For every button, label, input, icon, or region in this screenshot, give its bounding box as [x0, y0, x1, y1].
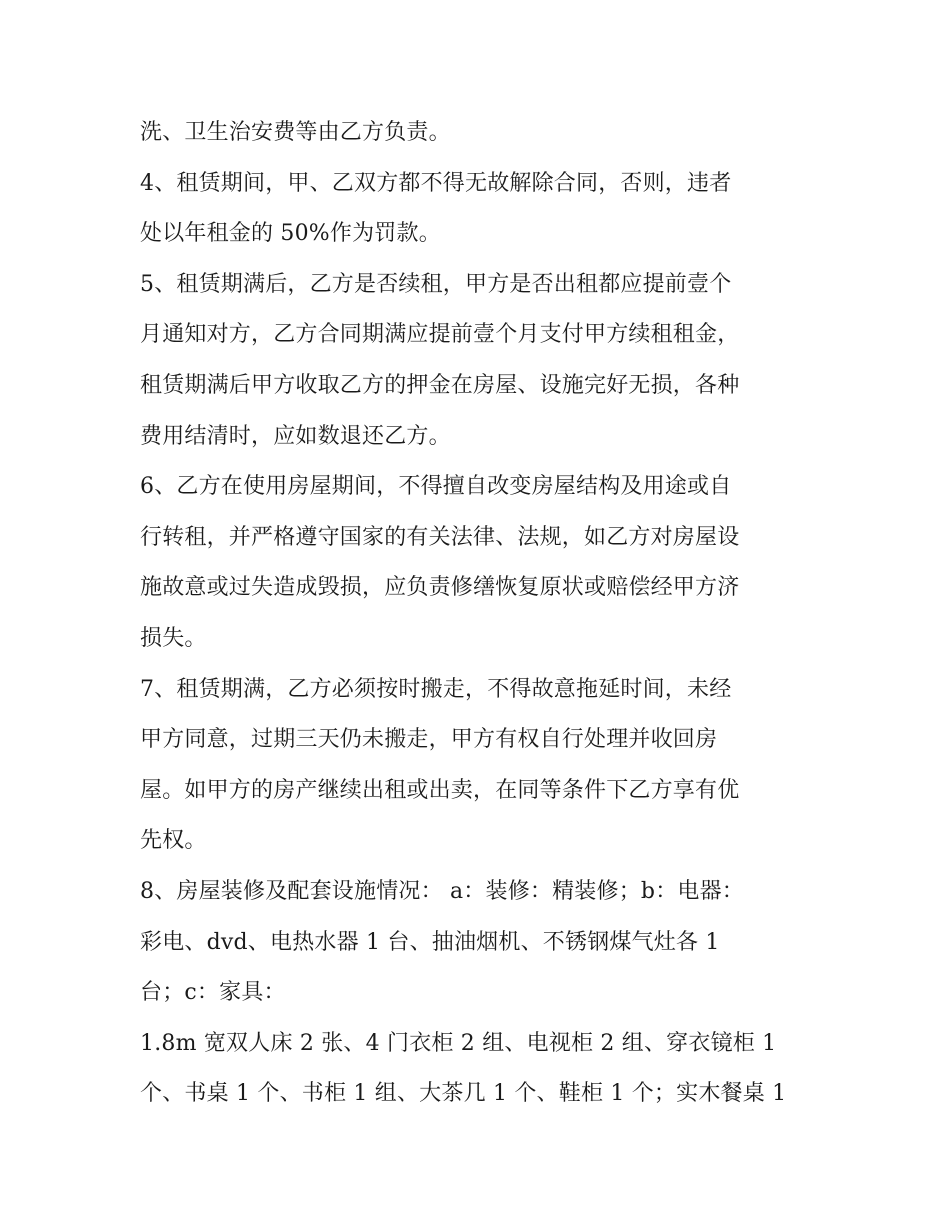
text-line: 彩电、dvd、电热水器 1 台、抽油烟机、不锈钢煤气灶各 1: [140, 929, 720, 955]
text-line: 8、房屋装修及配套设施情况： a：装修：精装修；b：电器：: [140, 878, 744, 904]
text-line: 施故意或过失造成毁损，应负责修缮恢复原状或赔偿经甲方济: [140, 575, 740, 601]
text-line: 费用结清时，应如数退还乙方。: [140, 423, 451, 449]
text-line: 屋。如甲方的房产继续出租或出卖，在同等条件下乙方享有优: [140, 777, 740, 803]
text-line: 租赁期满后甲方收取乙方的押金在房屋、设施完好无损，各种: [140, 372, 740, 398]
text-line: 先权。: [140, 828, 207, 854]
text-line: 处以年租金的 50%作为罚款。: [140, 221, 441, 247]
text-line: 个、书桌 1 个、书柜 1 组、大茶几 1 个、鞋柜 1 个；实木餐桌 1: [140, 1081, 787, 1107]
text-line: 5、租赁期满后，乙方是否续租，甲方是否出租都应提前壹个: [140, 271, 732, 297]
text-line: 台；c：家具：: [140, 980, 286, 1006]
text-line: 损失。: [140, 625, 207, 651]
text-line: 甲方同意，过期三天仍未搬走，甲方有权自行处理并收回房: [140, 727, 718, 753]
contract-text-body: [140, 108, 830, 1120]
text-line: 4、租赁期间，甲、乙双方都不得无故解除合同，否则，违者: [140, 170, 732, 196]
text-line: 行转租，并严格遵守国家的有关法律、法规，如乙方对房屋设: [140, 524, 740, 550]
text-line: 6、乙方在使用房屋期间，不得擅自改变房屋结构及用途或自: [140, 474, 732, 500]
text-line: 洗、卫生治安费等由乙方负责。: [140, 120, 451, 145]
text-line: 1.8m 宽双人床 2 张、4 门衣柜 2 组、电视柜 2 组、穿衣镜柜 1: [140, 1030, 777, 1056]
text-line: 7、租赁期满，乙方必须按时搬走，不得故意拖延时间，未经: [140, 676, 732, 702]
text-line: 月通知对方，乙方合同期满应提前壹个月支付甲方续租租金，: [140, 322, 740, 348]
